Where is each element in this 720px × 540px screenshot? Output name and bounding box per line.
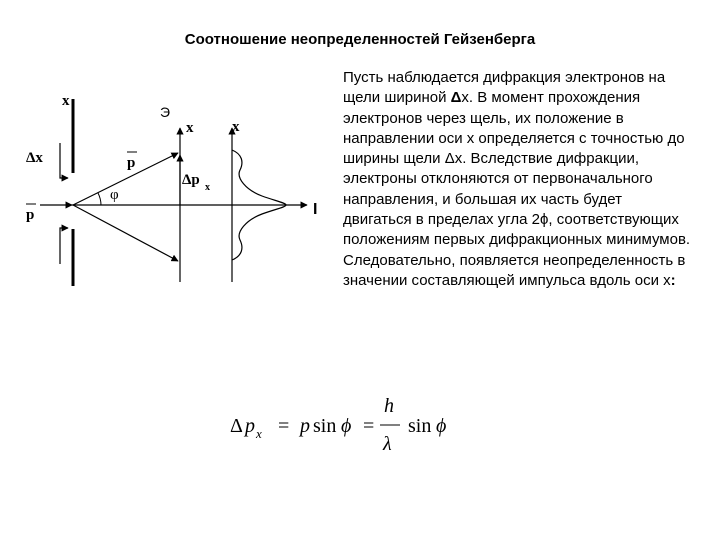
intensity-label: I <box>313 201 318 218</box>
paragraph-part2: x. В момент прохождения электронов через щель, их положение в направлении оси x определяется с точностью до ширины щели <box>343 89 685 168</box>
formula-p2: p <box>300 415 310 437</box>
diffracted-p-label: p <box>127 155 136 171</box>
formula-equals-1: = <box>278 415 290 437</box>
formula-phi-1: ϕ <box>341 415 352 437</box>
delta-p-label: Δp <box>182 172 200 188</box>
formula-phi-2: ϕ <box>436 415 447 437</box>
formula-lambda: λ <box>383 433 392 455</box>
diffracted-ray-lower <box>73 205 178 261</box>
x-axis-label-graph: x <box>232 119 240 135</box>
paragraph-part3: x. Вследствие дифракции, электроны отклоняются от первоначального направления, и большая их часть будет двигаться в пределах угла 2 <box>343 150 653 229</box>
x-axis-label-screen: x <box>186 120 194 136</box>
paragraph-part1: Пусть наблюдается дифракция электронов на щели шириной <box>343 69 666 107</box>
delta-symbol: Δ <box>450 89 462 107</box>
formula-subscript-x: x <box>256 426 262 441</box>
diffraction-diagram <box>0 80 340 300</box>
formula-p: p <box>245 415 255 437</box>
angle-arc <box>98 193 101 205</box>
x-axis-label-left: x <box>62 93 70 109</box>
paragraph-colon: : <box>670 271 676 289</box>
delta-x-arrow-bottom <box>60 228 68 264</box>
delta-symbol-2: Δ <box>444 150 455 168</box>
incident-p-label: p <box>26 207 35 223</box>
formula-sin-1: sin <box>313 415 337 437</box>
delta-x-label: Δx <box>26 150 43 166</box>
formula-h: h <box>384 395 394 417</box>
phi-symbol: ϕ <box>539 211 549 229</box>
explanation-paragraph <box>343 68 693 291</box>
formula-sin-2: sin <box>408 415 432 437</box>
formula-equals-2: = <box>363 415 375 437</box>
slide-title: Соотношение неопределенностей Гейзенберга <box>184 31 536 48</box>
paragraph-part4: , соответствующих положениям первых дифракционных минимумов. Следовательно, появляется неопределенность в значении составляющей импульса вдоль оси x <box>343 211 691 289</box>
delta-p-subscript: x <box>205 182 210 193</box>
diffracted-ray-upper <box>73 153 178 205</box>
delta-x-arrow-top <box>60 143 68 178</box>
phi-label: φ <box>110 187 119 203</box>
formula-delta: Δ <box>230 415 243 437</box>
uncertainty-formula <box>220 392 480 457</box>
screen-label: Э <box>160 104 171 120</box>
